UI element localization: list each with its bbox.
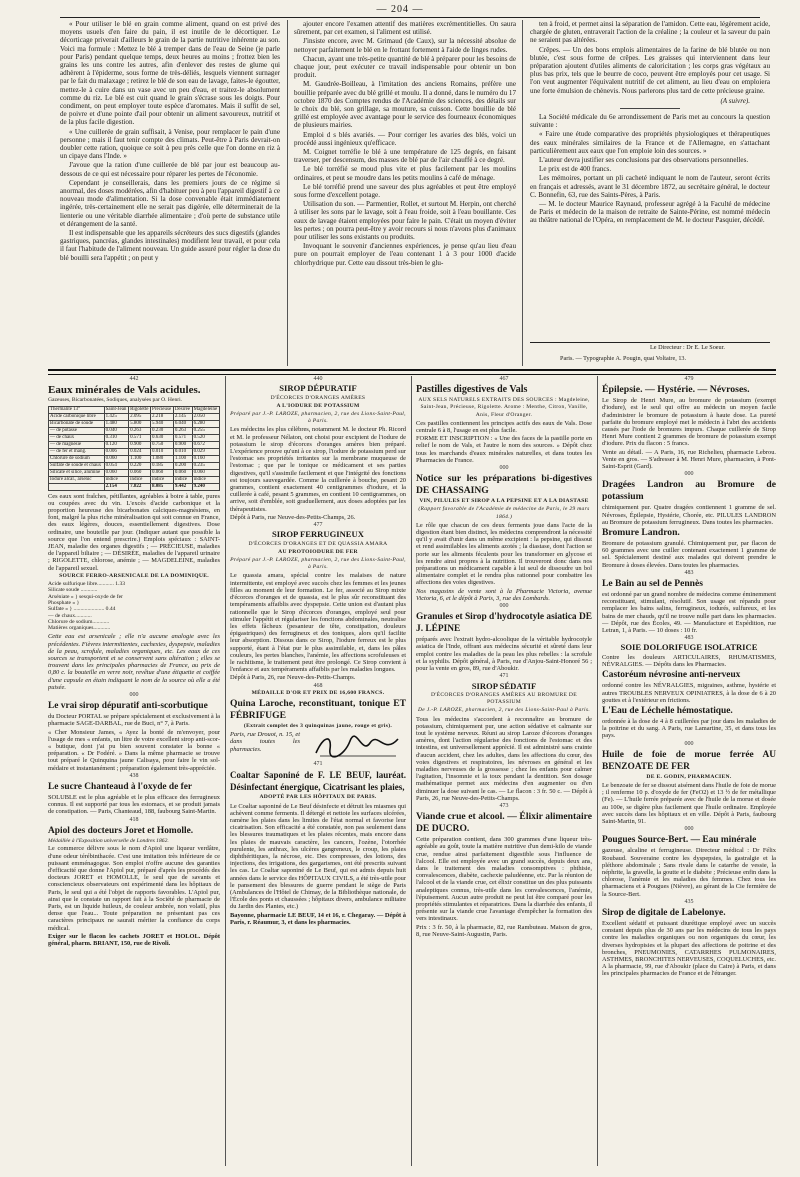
printer-line: Paris. — Typographie A. Pougin, quai Voltaire, 13. <box>560 355 687 362</box>
ad-heading: Granules et Sirop d'hydrocotyle asiatica DE J. LÉPINE <box>416 612 592 635</box>
table-row-label: — de potasse <box>49 427 105 434</box>
ad-text: Nos magasins de vente sont à la Pharmacie Victoria, avenue Victoria, 6, et le dépôt à Paris, 3, rue des Lombards. <box>416 587 592 602</box>
table-cell: 0.263 <box>129 427 151 434</box>
ad-number: 483 <box>684 569 694 576</box>
table-cell: 0.120 <box>104 441 128 448</box>
ad-number: 467 <box>499 376 509 382</box>
table-cell: 0.060 <box>104 469 128 476</box>
source-row: Arséniate » } sesqui-oxyde de fer <box>48 593 123 600</box>
ad-text: Excellent sédatif et puissant diurétique employé avec un succès constant depuis plus de 30 ans par les médecins de tous les pays contre les maladies organiques ou non organiques du cœur, les diverses hydropisies et la plupart des affections de poitrine et des bronches, PNEUMONIES, CATARRHES PULMONAIRES, ASTHMES, BRONCHITES NERVEUSES, COQUELUCHES, etc. A la pharmacie, 99, rue d'Aboukir (place du Caire) à Paris, et dans les principales pharmacies de France et de l'étranger. <box>602 919 776 978</box>
article-paragraph: « Faire une étude comparative des propriétés physiologiques et thérapeutiques des eaux minérales similaires de la France et de l'Allemagne, en s'attachant particulièrement aux eaux que l'on emploie loin des sources. » <box>530 130 770 155</box>
table-cell: indice <box>151 476 174 483</box>
ad-text: Dépôt à Paris, 26, rue Neuve-des-Petits-Champs. <box>230 674 356 682</box>
ad-subheading: D'ÉCORCES D'ORANGES ET DE QUASSIA AMARA <box>248 540 388 547</box>
ad-heading: Pougues Source-Bert. — Eau minérale <box>602 835 757 846</box>
ad-text: Ces pastilles contiennent les principes actifs des eaux de Vals. Dose centrale 6 à 8, l'usage en est plus facile. <box>416 419 592 435</box>
ads-column-4 <box>602 376 776 1166</box>
ad-heading: Pastilles digestives de Vals <box>416 384 528 396</box>
ad-text: Contre les douleurs ARTICULAIRES, RHUMATISMES, NÉVRALGIES. — Dépôts dans les Pharmacies. <box>602 653 776 669</box>
table-row <box>49 462 220 469</box>
table-row-label: — de magnésie <box>49 441 105 448</box>
ad-heading: Dragées Landron au Bromure de potassium <box>602 479 776 503</box>
table-cell: 1.080 <box>151 455 174 462</box>
table-row <box>49 413 220 420</box>
source-row: Matières organiques............ <box>48 625 111 632</box>
ad-number: 468 <box>313 682 323 689</box>
table-row <box>49 448 220 455</box>
ad-heading: Le Bain au sel de Pennès <box>602 578 704 590</box>
ad-text: Paris, rue Drouot, n. 15, et dans toutes les pharmacies. <box>230 731 300 753</box>
ad-heading: Épilepsie. — Hystérie. — Névroses. <box>602 384 750 396</box>
table-cell: 1.100 <box>173 455 192 462</box>
table-total-cell: 2.154 <box>104 483 128 490</box>
table-row <box>49 420 220 427</box>
table-cell: 0.255 <box>192 427 219 434</box>
ad-text: gazeuse, alcaline et ferrugineuse. Directeur médical : Dr Félix Roubaud. Souveraine contre les dyspepsies, la gastralgie et la pléthore abdominale ; Sans rivale dans le catarrhe de vessie, la néphrite, la gravelle, la goutte et le diabète ; Précieuse enfin dans la chlorose, l'anémie et les maladies des femmes. Chez tous les pharmaciens et à Pougues (Nièvre), au gérant de la Cie fermière de la Source-Bert. <box>602 847 776 898</box>
table-cell: 1.425 <box>104 413 128 420</box>
ad-subheading: D'ÉCORCES D'ORANGES AMÈRES AU BROMURE DE POTASSIUM <box>431 691 577 706</box>
ad-number: 483 <box>684 635 694 642</box>
table-row-label: Chlorure de sodium <box>49 455 105 462</box>
column-rule <box>597 376 598 1166</box>
table-row-label: Bicarbonate de soude <box>49 420 105 427</box>
ad-number: 418 <box>129 816 139 823</box>
ad-number: 000 <box>684 471 694 478</box>
ad-heading: SIROP SÉDATIF <box>471 680 537 691</box>
table-cell: 0.220 <box>129 462 151 469</box>
table-header: Rigolette <box>129 406 151 413</box>
article-paragraph: Crêpes. — Un des bons emplois alimentaires de la farine de blé blutée ou non blutée, c'est sous forme de crêpes. Les graisses qui interviennent dans leur préparation ajoutent d'utiles aliments de caloricitation ; les corps gras végétaux au plus bas prix, tels que le beurre de coco, peuvent être employés pour cet usage. Si l'on veut augmenter l'équivalent nutritif de cet aliment, au lieu d'eau on emploiera une forte émulsion de chènevis. Nous parlerons plus tard de cette précieuse graine. <box>530 45 770 95</box>
table-cell: 5.800 <box>129 420 151 427</box>
to-be-continued: (A suivre). <box>720 96 750 105</box>
ad-heading: SOIE DOLORIFUGE ISOLATRICE <box>620 642 758 653</box>
table-row <box>49 441 220 448</box>
table-cell: 0.060 <box>192 469 219 476</box>
table-header: Précieuse <box>151 406 174 413</box>
ad-heading: Huile de foie de morue ferrée AU BENZOATE DE FER <box>602 749 776 772</box>
ad-heading: Castoréum névrosine anti-nerveux <box>602 670 741 681</box>
ad-text: ordonnée à la dose de 4 à 8 cuillerées par jour dans les maladies de la poitrine et du sang. A Paris, rue Lamartine, 35, et dans tous les pays. <box>602 717 776 740</box>
table-total-cell: 7.822 <box>129 483 151 490</box>
source-row: Silicate soude ............ <box>48 587 98 594</box>
ad-number: 442 <box>129 376 139 382</box>
ad-text: Bayonne, pharmacie LE BEUF, 14 et 16, r. Chegaray. — Dépôt à Paris, r. Réaumur, 3, et dans les pharmacies. <box>230 911 406 926</box>
ad-heading: Le vrai sirop dépuratif anti-scorbutique <box>48 701 208 712</box>
ad-number: 435 <box>684 898 694 905</box>
article-paragraph: Emploi d s blés avariés. — Pour corriger les avaries des blés, voici un procédé aussi ingénieux qu'efficace. <box>294 130 516 147</box>
table-total-cell <box>49 483 105 490</box>
ad-text: Le benzoate de fer se dissout aisément dans l'huile de foie de morue ; il renferme 10 p. d'oxyde de fer (FeO2) et 13 ½ de fer métallique (Fe). — L'huile ferrée préparée avec de l'huile de la morue et dosée au 100e, se digère plus facilement que l'huile ordinaire. Employée avec succès dans les hôpitaux et en ville. Dépôt à Paris, faubourg Saint-Martin, 91. <box>602 781 776 825</box>
column-rule <box>287 20 288 366</box>
table-cell: 0.024 <box>129 448 151 455</box>
source-list <box>48 581 220 631</box>
column-rule <box>411 376 412 1166</box>
article-paragraph: M. Gaudrée-Boilleau, à l'imitation des anciens Romains, préfère une bouillie préparée avec du blé grillé et moulu. Il a donné, dans le numéro du 17 octobre 1870 des Comptes rendus de l'Académie des sciences, des détails sur le choix du blé, son grillage, sa mouture, sa cuisson. Cette bouillie de blé grillé est employée avec avantage pour le service des fourneaux économiques de plusieurs mairies. <box>294 80 516 130</box>
ad-heading: Apiol des docteurs Joret et Homolle. <box>48 825 194 836</box>
ad-number: 000 <box>129 692 139 699</box>
table-cell: 0.006 <box>104 448 128 455</box>
article-paragraph: M. Coignet torréfie le blé à une température de 125 degrés, en faisant traverser, per descensum, des masses de blé par de l'air chauffé à ce degré. <box>294 148 516 165</box>
table-cell: indice <box>173 476 192 483</box>
ad-heading: Le sucre Chanteaud à l'oxyde de fer <box>48 782 193 793</box>
table-header: Saint-Jean <box>104 406 128 413</box>
article-paragraph: Les mémoires, portant un pli cacheté indiquant le nom de l'auteur, seront écrits en français et adressés, avant le 31 décembre 1872, au secrétaire général, le docteur C. Bonnefin, 63, rue des Saints-Pères, à Paris. <box>530 174 770 199</box>
ad-text: Le quassia amara, spécial contre les malaises de nature intermittente, est employé avec succès chez les femmes et les jeunes filles au moment de leur formation. Le fer, associé au Sirop mixte d'écorces d'oranges et de quassia, est le plus sûr reconstituant des tempéraments affaiblis avec dyspepsie. Cette union est d'autant plus rationnelle que le Sirop d'écorces d'oranges, employé seul pour stimuler l'appétit et régulariser les fonctions abdominales, neutralise les effets fâcheux (pesanteur de tête, constipation, douleurs épigastriques) des ferrugineux et des toniques, alors qu'il facilite leur absorption. Dissous dans ce Sirop, l'iodure ferreux est le plus supporté, étant à l'état pur le plus assimilable, et, dans les pâles couleurs, les pertes blanches, l'anémie, les affections scrofuleuses et le rachitisme, le traitement peut être prolongé. Ce Sirop convient à l'enfance et aux tempéraments affaiblis par les maladies longues. <box>230 572 406 674</box>
ad-heading: L'Eau de Léchelle hémostatique. <box>602 705 733 716</box>
article-paragraph: Le prix est de 400 francs. <box>539 165 612 174</box>
article-column-2 <box>294 20 516 366</box>
table-total-cell: 9.442 <box>173 483 192 490</box>
table-cell: 0.230 <box>151 427 174 434</box>
table-row <box>49 476 220 483</box>
table-cell: 6.040 <box>173 420 192 427</box>
table-header-row <box>49 406 220 413</box>
ad-subheading: ADOPTÉ PAR LES HÔPITAUX DE PARIS. <box>259 794 377 801</box>
director-line: Le Directeur : Dr E. Le Soeur. <box>650 344 725 351</box>
table-cell: 1.100 <box>129 455 151 462</box>
ad-subheading: (Extrait complet des 3 quinquinas jaune, rouge et gris). <box>243 722 393 729</box>
table-row-label: Iodure alcal., arsenic <box>49 476 105 483</box>
ad-text: Bromure de potassium granulé. Chimiquement pur, par flacon de 60 grammes avec une cuiller contenant exactement 1 gramme de sel. Spécialement destiné aux malades qui doivent prendre le Bromure à doses élevées. Dans toutes les pharmacies. <box>602 540 776 569</box>
article-paragraph: Le blé torréfié se moud plus vite et plus facilement par les moulins ordinaires, et peut se moudre dans les petits moulins à café de ménage. <box>294 165 516 182</box>
ads-column-2 <box>230 376 406 1166</box>
article-paragraph: J'insiste encore, avec M. Grimaud (de Caux), sur la nécessité absolue de nettoyer parfaitement le blé en le frottant fortement à l'aide de linges rudes. <box>294 37 516 54</box>
table-cell: 0.310 <box>104 434 128 441</box>
ad-text: Cette préparation contient, dans 300 grammes d'une liqueur très-agréable au goût, toute la matière nutritive d'un demi-kilo de viande crue, rendue ainsi parfaitement digestible sous l'influence de l'alcool. Elle est employée avec un grand succès, depuis deux ans, dans le traitement des maladies consomptives : phthisie, convalescences, diabète, cachexie paludéenne, etc. Par la réunion de l'alcool et de la viande crue, cet élixir constitue un des plus puissants analeptiques connus, très-utile dans les convalescences, l'anémie, l'épuisement. Aucun autre produit ne peut lui être comparé pour les propriétés stimulantes et réparatrices. Dans la diarrhée des enfants, il présente sur la viande crue l'avantage d'empêcher la formation des vers intestinaux. <box>416 836 592 923</box>
ad-text: « Cher Monsieur James, « Ayez la bonté de m'envoyer, pour l'usage de mes « enfants, un litre de votre excellent sirop anti-scor- « butique, dont j'ai pu bien souvent constater la bonne « préparation. « Dr Fodéré. » Dans la même pharmacie se trouve tout préparé le Quinquina jaune Calisaya, pour faire le vin sol-médaire et instantanément ; préparation également très-appréciée. <box>48 728 220 772</box>
separator <box>620 108 680 109</box>
table-row <box>49 455 220 462</box>
ad-text: Dépôt à Paris, rue Neuve-des-Petits-Champs, 26. <box>230 513 356 521</box>
ad-text: Le Coaltar saponiné de Le Beuf désinfecte et détruit les miasmes qui achèvent comme ferments. Il détergé et nettoie les surfaces ulcérées, ramène les plaies dans les limites de l'état normal et favorise leur cicatrisation. Son efficacité a été constatée, non pas seulement dans les blessures traumatiques et les plaies récentes, mais encore dans les plaies de mauvais caractère, les cancers, l'ozène, l'otorrhée purulente, les anthrax, les ulcères gangreneux, le croup, les plaies diphthéritiques, la nécrose, etc. Des compresses, des lotions, des injections, des irrigations, des gargarismes, ont été prescrits suivant les cas. Le Coaltar saponiné de Le Beuf, qui est admis depuis huit années dans le service des HÔPITAUX CIVILS, a été très-utile pour le pansement des blessures de guerre pendant le siège de Paris (Ambulances de l'Hôtel de Chimay, de la Bibliothèque nationale, de l'École des ponts et chaussées ; hôpitaux divers, ambulance militaire du Jardin des Plantes, etc.) <box>230 802 406 911</box>
ad-text: Le commerce délivre sous le nom d'Apiol une liqueur verdâtre, d'une odeur térébinthacée. C'est une imitation très inférieure de ce puissant emménagogue. Son emploi n'offre aucune des garanties d'efficacité que donne l'Apiol pur, préparé d'après les procédés des docteurs JORET et HOMOLLE, le seul que de savants et consciencieux observateurs ont expérimenté dans les hôpitaux de Paris, le seul qui a été l'objet de rapports favorables. L'Apiol pur, ainsi que le constate un rapport fait à la Société de pharmacie de Paris, est un liquide huileux, de couleur ambrée, non volatil, plus dense que l'eau... Toute préparation ne présentant pas ces caractères principaux ne saurait mériter la confiance du corps médical. <box>48 845 220 932</box>
ad-text: SOLUBLE est le plus agréable et le plus efficace des ferrugineux connus. Il est supporté par tous les estomacs, et se produit jamais de constipation. — Paris, Chanteaud, 188, faubourg Saint-Martin. <box>48 794 220 816</box>
table-cell: 2.218 <box>151 413 174 420</box>
ad-subheading: AUX SELS NATURELS EXTRAITS DES SOURCES : Magdeleine, Saint-Jean, Précieuse, Rigolette. Arome : Menthe, Citron, Vanille, Anis, Fleur d'Oranger. <box>418 397 590 418</box>
table-row-label: — de fer et mang. <box>49 448 105 455</box>
table-cell: 0.054 <box>104 462 128 469</box>
table-cell: indice <box>104 476 128 483</box>
ad-number: 000 <box>684 826 694 833</box>
source-row: Acide sulfurique libre............ 1.33 <box>48 581 126 588</box>
ad-heading: Sirop de digitale de Labelonye. <box>602 907 726 918</box>
ad-number: 471 <box>499 673 509 680</box>
table-cell: 0.750 <box>151 441 174 448</box>
table-cell: 0.672 <box>192 441 219 448</box>
ad-subheading: Gazeuses, Bicarbonatées, Sodiques, analysées par O. Henri. <box>48 397 183 404</box>
table-cell: 0.630 <box>151 434 174 441</box>
table-cell: 0.060 <box>151 469 174 476</box>
ad-heading: Bromure Landron. <box>602 527 680 539</box>
table-total-cell: 8.085 <box>151 483 174 490</box>
table-cell: 0.160 <box>192 455 219 462</box>
table-row <box>49 427 220 434</box>
table-cell: 0.029 <box>192 448 219 455</box>
table-row-label: — de chaux <box>49 434 105 441</box>
article-paragraph: J'avoue que la ration d'une cuillerée de blé par jour est beaucoup au-dessous de ce qui est nécessaire pour réparer les pertes de l'économie. <box>60 161 280 178</box>
mineral-table <box>48 406 220 491</box>
table-total-cell: 9.240 <box>192 483 219 490</box>
ad-text: chimiquement pur. Quatre dragées contiennent 1 gramme de sel. Névroses, Épilepsie, Hystérie, Chorée, etc. PILULES LANDRON au Bromure de potassium ferrugineux. Dans toutes les pharmacies. <box>602 504 776 526</box>
ads-divider <box>48 369 776 375</box>
article-paragraph: ajouter encore l'examen attentif des matières excrémentitielles. On saura sûrement, par cet examen, si l'aliment est utilisé. <box>294 20 516 37</box>
ad-heading: SIROP FERRUGINEUX <box>272 529 364 540</box>
ad-heading: Eaux minérales de Vals acidules. <box>48 384 201 397</box>
table-cell: 2.145 <box>173 413 192 420</box>
ad-text: Cette eau est arsenicale ; elle n'a aucune analogie avec les précédentes. Fièvres intermittentes, cachexies, dyspepsie, maladies de la peau, scrofule, maladies organiques, etc. Les eaux de ces sources se transportent et se conservent sans altération ; elles se trouvent dans les principales pharmacies de France, au prix de 0,80 c. la bouteille en verre noir, revêtue d'une étiquette et coiffée d'une capsule en étain indiquant le nom de la source où elle a été puisée. <box>48 633 220 691</box>
ad-subheading: SOURCE FERRO-ARSENICALE DE LA DOMINIQUE. <box>59 572 209 579</box>
article-paragraph: Il est indispensable que les appareils sécréteurs des sucs digestifs (glandes gastriques, pancréas, glandes intestinales) modifient leur travail, et pour cela il faut l'habitude de l'aliment nouveau. Un guide assuré pour régler la dose du blé bouilli sera l'appétit ; on peut y <box>60 229 280 262</box>
table-cell: 0.520 <box>192 434 219 441</box>
article-paragraph: « Pour utiliser le blé en grain comme aliment, quand on est privé des moyens usuels d'en faire du pain, il est inutile de le décortiquer. Le décorticage priverait d'ailleurs le grain de la partie nutritive inhérente au son. Voici ma formule : Mettez le blé à tremper dans de l'eau de Seine (je parle pour Paris) pendant quelque temps, deux heures au moins ; frottez bien les grains les uns contre les autres, afin d'enlever des restes de glume qui adhèrent à l'épiderme, sous forme de très-déliés, lesquels viennent surnager par le fait du malaxage ; retirez le blé de son eau de lavage, faites-le égoutter, mettez-le à cuire dans un vase avec un peu d'eau, et traitez-le absolument comme du riz. Le blé est cuit quand le grain s'écrase sous les doigts. Pour condiment, on peut employer toute espèce d'aromates. Mais il suffit de sel, de poivre et d'une pointe d'ail pour obtenir un aliment savoureux, nutritif et de la plus facile digestion. <box>60 20 280 127</box>
table-cell: 2.050 <box>192 413 219 420</box>
column-rule <box>225 376 226 1166</box>
ad-text: préparés avec l'extrait hydro-alcoolique de la véritable hydrocotyle asiatica de l'Inde, offrant aux médecins sécurité et sûreté dans leur emploi contre les maladies de la peau les plus rebelles : la scrofule et la syphilis. Dépôt général, à Paris, rue d'Anjou-Saint-Honoré 56 ; pour la vente en gros, 89, rue d'Aboukir. <box>416 636 592 673</box>
ad-number: 477 <box>313 522 323 529</box>
table-row-label: Acide carbonique libre <box>49 413 105 420</box>
ad-subheading: MÉDAILLE D'OR ET PRIX DE 16,600 FRANCS. <box>251 689 385 696</box>
ad-number: 479 <box>684 376 694 382</box>
ad-heading: Quina Laroche, reconstituant, tonique ET FÉBRIFUGE <box>230 697 406 721</box>
ad-heading: Notice sur les préparations bi-digestives DE CHASSAING <box>416 473 592 497</box>
table-cell: 0.235 <box>192 462 219 469</box>
article-paragraph: Invoquant le souvenir d'anciennes expériences, je pense qu'au lieu d'eau pure on pourrait employer de l'eau contenant 1 à 3 pour 1000 d'acide chlorhydrique pur. Cette eau dissout très-bien le glu- <box>294 242 516 267</box>
table-cell: 2.095 <box>129 413 151 420</box>
article-paragraph: — M. le docteur Maurice Raynaud, professeur agrégé à la Faculté de médecine de Paris et médecin de la maison de retraite de Sainte-Périne, est nommé médecin au théâtre national de l'Opéra, en remplacement de M. le docteur Pasquier, décédé. <box>530 200 770 225</box>
table-total-row <box>49 483 220 490</box>
table-cell: 0.060 <box>173 469 192 476</box>
column-rule <box>522 20 523 366</box>
table-cell: 0.040 <box>104 427 128 434</box>
ad-subheading: D'ÉCORCES D'ORANGES AMÈRES <box>270 394 366 401</box>
ad-text: est ordonné par un grand nombre de médecins comme éminemment reconstituant, stimulant, résolutif. Son usage est répandu pour remplacer les bains salins, ferrugineux, iodurés, sulfureux, et les bains de mer chauds, qu'il ne trouve nulle part dans les pharmacies. — Dépôt, rue des Écoles, 49. — Manufacture et Expédition, rue Letran, 1, à Paris. — 10 doses : 10 fr. <box>602 591 776 635</box>
ad-subheading: (Rapport favorable de l'Académie de médecine de Paris, le 29 mars 1864.) <box>418 506 590 520</box>
source-row: — de chaux............ <box>48 612 92 619</box>
table-cell: 0.010 <box>151 448 174 455</box>
article-paragraph: Utilisation du son. — Parmentier, Rollet, et surtout M. Herpin, ont cherché à utiliser les sons par le lavage, soit à l'eau froide, soit à l'eau bouillante. Ces eaux de lavage étaient employées pour faire le pain. C'était un moyen d'éviter les pertes ; on pourra peut-être y avoir recours si nous n'avons plus d'animaux pour utiliser les sons existants ou produits. <box>294 200 516 242</box>
page-number: — 204 — <box>376 4 424 15</box>
table-cell: 0.571 <box>173 434 192 441</box>
ad-subheading: A L'IODURE DE POTASSIUM <box>276 402 360 409</box>
ad-subheading: DE E. GODIN, PHARMACIEN. <box>646 773 732 780</box>
ad-subheading: Médaillée à l'Exposition universelle de Londres 1862. <box>48 837 169 844</box>
ad-number: 000 <box>684 740 694 747</box>
table-cell: 0.060 <box>129 469 151 476</box>
ad-subheading: AU PROTOIODURE DE FER <box>278 548 358 555</box>
ad-text: Les médecins les plus célèbres, notamment M. le docteur Ph. Ricord et M. le professeur Nélaton, ont choisi pour excipient de l'iodure de potassium le sirop d'écorces d'oranges amères bien préparé. L'expérience prouve qu'uni à ce sirop, l'iodure de potassium perd sur l'estomac ses propriétés irritantes sur la membrane muqueuse de l'estomac ; que par le tonique ce médicament et ses parties digestives, qu'il s'assimile facilement et que l'intégrité des fonctions est toujours sauvegardée. Comme la cuillerée à bouche, pesant 20 grammes, contient exactement 40 centigrammes d'iodure, et la cuillerée à café, pesant 5 grammes, en contient 10 centigrammes, on arrive, soit d'emblée, soit graduellement, aux doses adoptées par les thérapeutistes. <box>230 426 406 513</box>
table-cell: indice <box>129 476 151 483</box>
ad-text: du Docteur PORTAL se prépare spécialement et exclusivement à la pharmacie SAGE-DARBAL, rue de Buci, n° 7, à Paris. <box>48 713 220 728</box>
source-row: Chlorure de sodium............ <box>48 618 110 625</box>
article-paragraph: L'auteur devra justifier ses conclusions par des observations personnelles. <box>539 156 749 165</box>
ad-text: Ces eaux sont fraîches, pétillantes, agréables à boire à table, pures ou coupées avec du vin. L'excès d'acide carbonique et la proportion heureuse des bicarbonates calciques-magnésiens, en font, malgré la plus riche minéralisation qui soit connue en France, des eaux légères, douces, essentiellement digestives. Dose ordinaire, une bouteille par jour. (Indiquer autant que possible la source que l'on entend prescrire.) Emplois spéciaux : SAINT-JEAN, maladie des organes digestifs ; — PRÉCIEUSE, maladies de l'appareil biliaire ; — DÉSIRÉE, maladies de l'appareil urinaire ; RIGOLETTE, chlorose, anémie ; — MAGDELEINE, maladies de l'appareil sexuel. <box>48 492 220 572</box>
article-paragraph: Cependant je conseillerais, dans les premiers jours de ce régime si anormal, des doses modérées, afin d'habituer peu à peu l'appareil digestif à ce nouveau mode d'alimentation. Si la dose convenable était immédiatement ingérée, très-certainement elle ne serait pas digérée, elle déterminerait de la lienterie ou une véritable diarrhée alimentaire ; d'où perte de substance utile et dérangement de la santé. <box>60 178 280 228</box>
ad-number: 000 <box>499 465 509 472</box>
ad-text: Vente au détail. — A Paris, 16, rue Richelieu, pharmacie Lebrou. Vente en gros. — S'adresser à M. Henri Mure, pharmacien, à Pont-Saint-Esprit (Gard). <box>602 448 776 471</box>
ad-heading: Viande crue et alcool. — Élixir alimentaire DE DUCRO. <box>416 811 592 835</box>
article-paragraph: Le blé torréfié prend une saveur des plus agréables et peut être employé sous forme d'excellent potage. <box>294 182 516 200</box>
ad-number: 438 <box>129 772 139 779</box>
ad-number: 000 <box>499 603 509 610</box>
source-row: Sulfate » } ...................... 0.44 <box>48 606 116 613</box>
table-header: Magdeleine <box>192 406 219 413</box>
table-row-label: Sulfate de soude et chaux <box>49 462 105 469</box>
ad-number: 473 <box>499 802 509 809</box>
table-cell: 0.200 <box>173 462 192 469</box>
top-rule <box>60 17 760 18</box>
article-column-1 <box>60 20 280 366</box>
ad-number: 440 <box>313 376 323 382</box>
ads-column-3 <box>416 376 592 1166</box>
table-cell: 0.900 <box>129 441 151 448</box>
table-cell: indice <box>192 476 219 483</box>
article-column-3 <box>530 20 770 340</box>
ad-heading: SIROP DÉPURATIF <box>279 383 357 394</box>
article-paragraph: Chacun, ayant une très-petite quantité de blé à préparer pour les besoins de chaque jour, peut exécuter ce travail indispensable pour obtenir un bon produit. <box>294 54 516 80</box>
laroche-signature <box>310 731 406 761</box>
table-cell: 0.263 <box>173 427 192 434</box>
table-cell: 6.280 <box>192 420 219 427</box>
ad-subheading: De J.-P. LAROZE, pharmacien, 2, rue des Lions-Saint-Paul à Paris. <box>417 707 591 714</box>
ad-text: Exiger sur le flacon les cachets JORET et HOLOL. Dépôt général, pharm. BRIANT, 150, rue de Rivoli. <box>48 932 220 947</box>
table-title: Thermalité 13° <box>49 406 105 413</box>
footer-rule <box>530 342 770 343</box>
ads-column-1 <box>48 376 220 1166</box>
ad-text: ordonné contre les NÉVRALGIES, migraines, asthme, hystérie et autres TROUBLES NERVEUX OPINIATRES, à la dose de 6 à 20 gouttes et à l'extérieur en frictions. <box>602 682 776 704</box>
ad-number: 471 <box>313 761 323 768</box>
table-row-label: Silicate et silice, alumine <box>49 469 105 476</box>
table-cell: 5.940 <box>151 420 174 427</box>
table-cell: 0.900 <box>173 441 192 448</box>
ad-text: Le Sirop de Henri Mure, au bromure de potassium (exempt d'iodure), est le seul qui offre au médecin un moyen facile d'administrer le bromure de potassium à haute dose. La pureté parfaite du bromure employé met le médecin à l'abri des accidents causés par l'iode de bromures impurs. Chaque cuillerée de Sirop Henri Mure contient 2 grammes de bromure de potassium exempt d'iodure. Prix du flacon : 5 francs. <box>602 397 776 448</box>
ad-text: Prix : 3 fr. 50, à la pharmacie, 82, rue Rambuteau. Maison de gros, 8, rue Neuve-Saint-Augustin, Paris. <box>416 923 592 938</box>
ad-subheading: Préparé par J.-P. LAROZE, pharmacien, 2, rue des Lions-Saint-Paul, à Paris. <box>230 557 406 571</box>
article-paragraph: « Une cuillerée de grain suffisait, à Venise, pour remplacer le pain d'une personne ; mais il faut tenir compte des climats. Peut-être à Paris devrait-on doubler cette ration, quoique ce soit à peu près celle que l'on donne en riz à un cipaye dans l'Inde. » <box>60 127 280 161</box>
ad-heading: Coaltar Saponiné de F. LE BEUF, lauréat. Désinfectant énergique, Cicatrisant les plaies, <box>230 770 406 793</box>
table-cell: 0.185 <box>151 462 174 469</box>
ad-subheading: Préparé par J.-P. LAROZE, pharmacien, 2, rue des Lions-Saint-Paul, à Paris. <box>230 411 406 425</box>
table-cell: 0.571 <box>129 434 151 441</box>
table-cell: 0.010 <box>173 448 192 455</box>
table-cell: 1.480 <box>104 420 128 427</box>
source-row: Phosphate » } <box>48 599 80 606</box>
ad-text: FORME ET INSCRIPTION : « Une des faces de la pastille porte en relief le nom de Vals, et l'autre le nom des sources. » Dépôt chez tous les marchands d'eaux minérales naturelles, et dans toutes les Pharmacies de France. <box>416 435 592 464</box>
table-cell: 0.060 <box>104 455 128 462</box>
ad-text: Le rôle que chacun de ces deux ferments joue dans l'acte de la digestion étant bien distinct, les médecins comprendront la nécessité qu'il y avait d'unir dans un même excipient : la pepsine, qui dissout et rend assimilables les aliments azotés ; la diastase, dont l'action se porte sur les aliments féculents pour les transformer en glycose et les rendre ainsi propres à la nutrition. Il trouveront donc dans nos préparations un médicament capable à lui seul de dissoudre un bol alimentaire complet et le rendra plus rationnel pour combattre les affections des voies digestives. <box>416 521 592 587</box>
article-paragraph: ten à froid, et permet ainsi la séparation de l'amidon. Cette eau, légèrement acide, chargée de gluten, entraverait l'action de la créaline ; la couleur et la saveur du pain ne seraient pas altérées. <box>530 20 770 45</box>
table-row <box>49 434 220 441</box>
table-row <box>49 469 220 476</box>
table-header: Désirée <box>174 406 191 412</box>
article-paragraph: La Société médicale du 6e arrondissement de Paris met au concours la question suivante : <box>530 113 770 130</box>
ad-subheading: VIN, PILULES ET SIROP A LA PEPSINE ET A LA DIASTASE <box>419 498 589 505</box>
ad-text: Tous les médecins s'accordent à reconnaître au bromure de potassium, chimiquement pur, une action sédative et calmante sur tout le système nerveux. Réuni au sirop Laroze d'écorces d'oranges amères, dont l'action régularise des fonctions de l'estomac et des intestins, est universellement apprécié. Il est administré sans crainte d'aucun accident, chez les adultes, dans les affections du cœur, des voies digestives et respiratoires, les névroses en général et les maladies nerveuses de la grossesse ; chez les enfants pour calmer l'agitation, l'insomnie et la toux pendant la dentition. Son dosage mathématique permet aux médecins d'en augmenter ou d'en diminuer la dose suivant le cas. — Le flacon : 3 fr. 50 c. — Dépôt à Paris, 26, rue Neuve-des-Petits-Champs. <box>416 715 592 802</box>
